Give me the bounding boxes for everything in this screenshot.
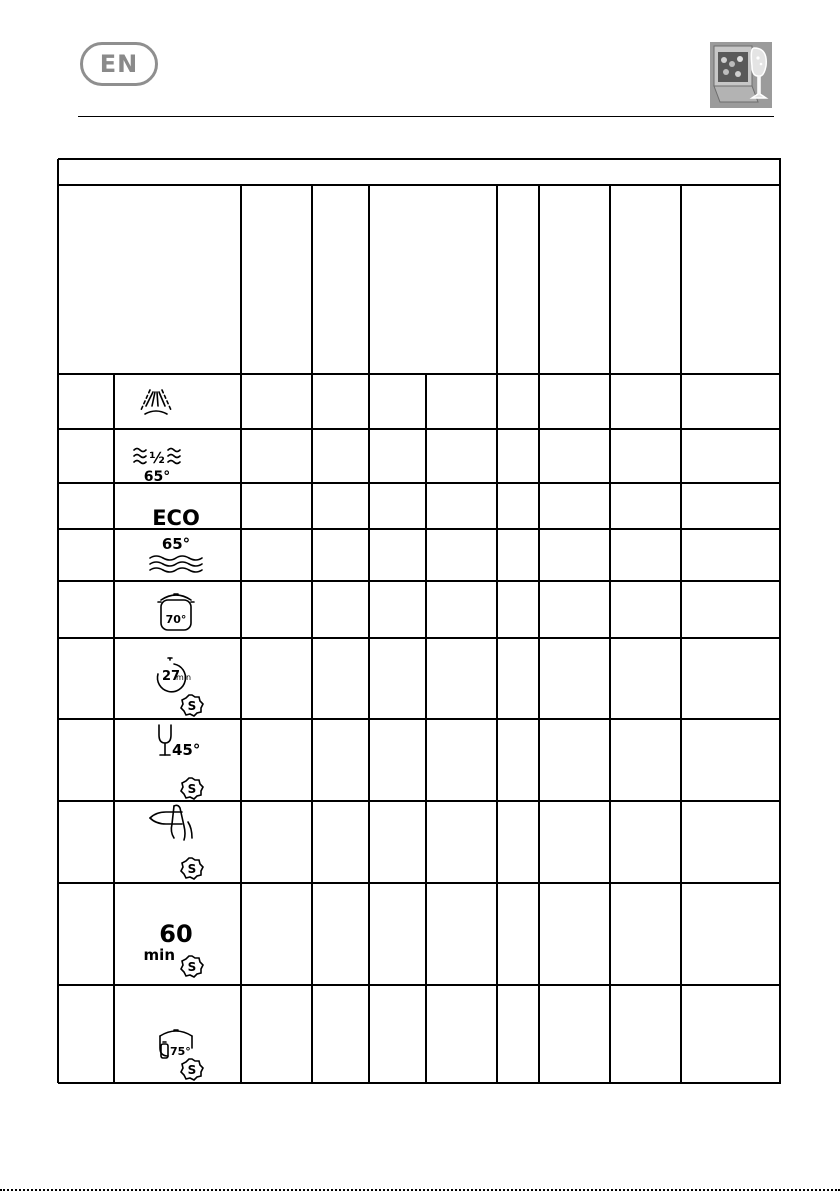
s-badge-label: S xyxy=(187,699,197,713)
intensive-temp: 65° xyxy=(161,535,191,553)
eco-label: ECO xyxy=(152,506,200,530)
glass-temp: 45° xyxy=(172,741,201,759)
s-badge-label: S xyxy=(187,960,197,974)
pot-70-icon xyxy=(158,594,194,630)
prewash-spray-icon xyxy=(141,390,171,414)
s-badge-icon xyxy=(181,858,203,879)
sixty-min-unit: min xyxy=(143,946,175,964)
s-badge-label: S xyxy=(187,862,197,876)
intensive-65-icon xyxy=(150,535,202,572)
s-badge-icon xyxy=(181,1059,203,1080)
rapid-27: 27 xyxy=(162,669,181,684)
eco-icon xyxy=(152,506,200,530)
hygiene-temp: 75° xyxy=(170,1045,191,1058)
touch-icon xyxy=(150,805,192,840)
header-rule xyxy=(78,116,774,117)
half-load-65-icon xyxy=(134,449,180,486)
dishwasher-glass-icon xyxy=(710,42,772,108)
programme-table xyxy=(57,158,783,1088)
half-load-temp: 65° xyxy=(143,469,171,485)
s-badge-label: S xyxy=(187,782,197,796)
sixty-number: 60 xyxy=(159,920,193,948)
rapid-27min-icon xyxy=(157,658,191,692)
rapid-min: min xyxy=(176,673,192,682)
language-badge-label: EN xyxy=(99,50,139,78)
s-badge-icon xyxy=(181,695,203,716)
hygiene-75-icon xyxy=(160,1030,192,1058)
s-badge-label: S xyxy=(187,1063,197,1077)
page-bottom-edge xyxy=(0,1189,840,1191)
s-badge-icon xyxy=(181,778,203,799)
language-badge xyxy=(80,42,158,86)
sixty-min-icon xyxy=(144,920,193,964)
s-badge-icon xyxy=(181,956,203,977)
half-load-fraction: ½ xyxy=(149,449,165,467)
pot-temp: 70° xyxy=(165,613,187,626)
glass-45-icon xyxy=(159,725,200,759)
